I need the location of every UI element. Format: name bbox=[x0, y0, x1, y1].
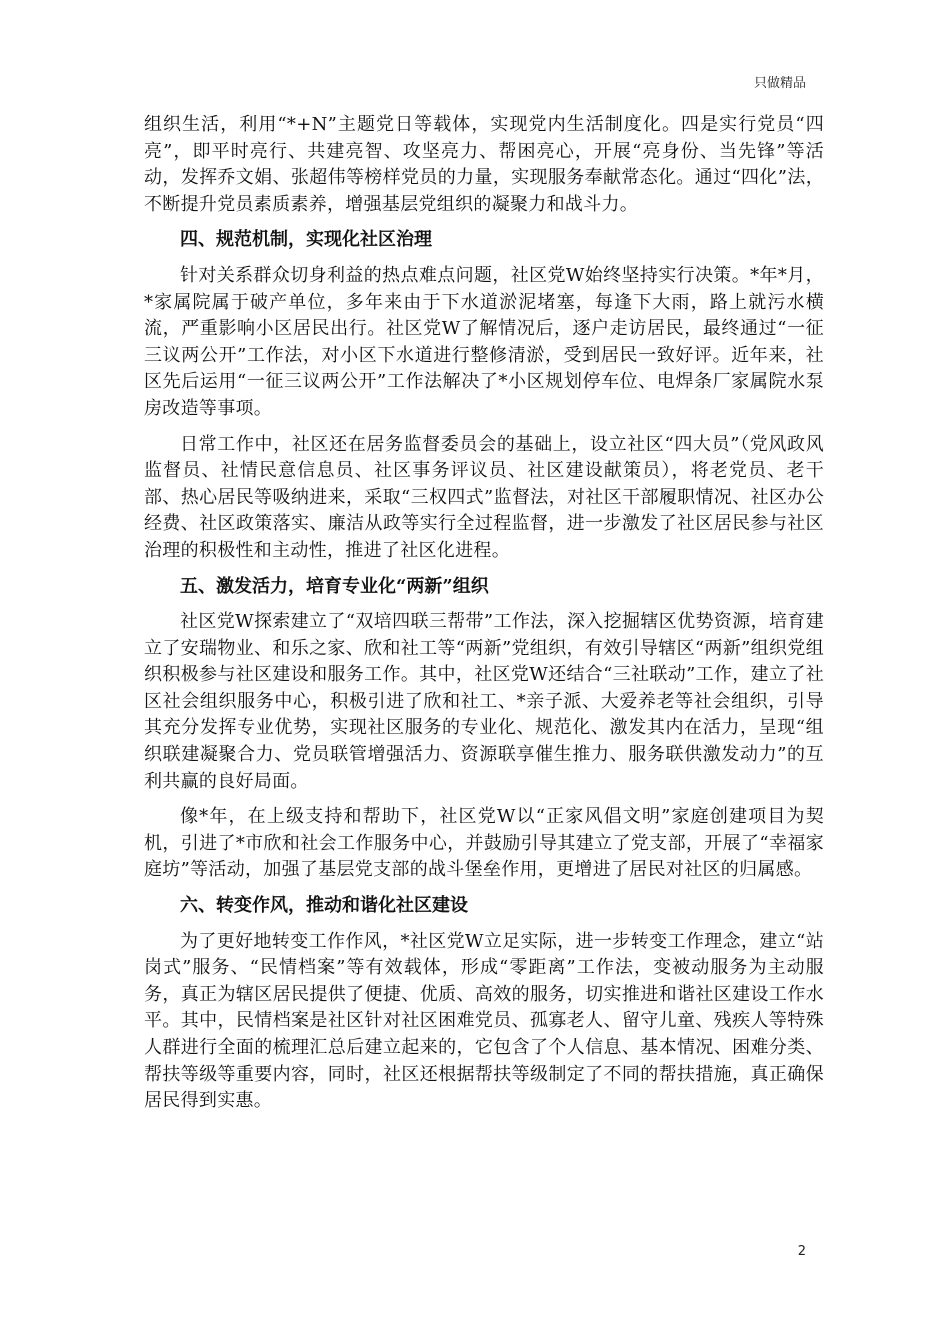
section-heading: 四、规范机制，实现化社区治理 bbox=[180, 229, 432, 251]
section-heading: 五、激发活力，培育专业化“两新”组织 bbox=[180, 575, 489, 597]
section-heading: 六、转变作风，推动和谐化社区建设 bbox=[180, 895, 468, 917]
paragraph: 社区党W探索建立了“双培四联三帮带”工作法，深入挖掘辖区优势资源，培育建立了安瑞物业、和乐之家、欣和社工等“两新”党组织，有效引导辖区“两新”组织党组织积极参与社区建设和服务工作。其中，社区党W还结合“三社联动”工作，建立了社区社会组织服务中心，积极引进了欣和社工、*亲子派、大爱养老等社会组织，引导其充分发挥专业优势，实现社区服务的专业化、规范化、激发其内在活力，呈现“组织联建凝聚合力、党员联管增强活力、资源联享催生推力、服务联供激发动力”的互利共赢的良好局面。 bbox=[144, 611, 824, 792]
paragraph: 针对关系群众切身利益的热点难点问题，社区党W始终坚持实行决策。*年*月，*家属院属于破产单位，多年来由于下水道淤泥堵塞，每逢下大雨，路上就污水横流，严重影响小区居民出行。社区党W了解情况后，逐户走访居民，最终通过“一征三议两公开”工作法，对小区下水道进行整修清淤，受到居民一致好评。近年来，社区先后运用“一征三议两公开”工作法解决了*小区规划停车位、电焊条厂家属院水泵房改造等事项。 bbox=[144, 264, 824, 419]
paragraph: 日常工作中，社区还在居务监督委员会的基础上，设立社区“四大员”（党风政风监督员、社情民意信息员、社区事务评议员、社区建设献策员），将老党员、老干部、热心居民等吸纳进来，采取“三权四式”监督法，对社区干部履职情况、社区办公经费、社区政策落实、廉洁从政等实行全过程监督，进一步激发了社区居民参与社区治理的积极性和主动性，推进了社区化进程。 bbox=[144, 433, 824, 561]
page-number: 2 bbox=[797, 1244, 806, 1259]
paragraph: 组织生活，利用“*+N”主题党日等载体，实现党内生活制度化。四是实行党员“四亮”，即平时亮行、共建亮智、攻坚亮力、帮困亮心，开展“亮身份、当先锋”等活动，发挥乔文娟、张超伟等榜样党员的力量，实现服务奉献常态化。通过“四化”法，不断提升党员素质素养，增强基层党组织的凝聚力和战斗力。 bbox=[144, 114, 824, 215]
page-header: 只做精品 bbox=[753, 76, 806, 91]
document-body bbox=[144, 112, 824, 1124]
paragraph: 为了更好地转变工作作风，*社区党W立足实际，进一步转变工作理念，建立“站岗式”服务、“民情档案”等有效载体，形成“零距离”工作法，变被动服务为主动服务，真正为辖区居民提供了便捷、优质、高效的服务，切实推进和谐社区建设工作水平。其中，民情档案是社区针对社区困难党员、孤寡老人、留守儿童、残疾人等特殊人群进行全面的梳理汇总后建立起来的，它包含了个人信息、基本情况、困难分类、帮扶等级等重要内容，同时，社区还根据帮扶等级制定了不同的帮扶措施，真正确保居民得到实惠。 bbox=[144, 930, 824, 1112]
paragraph: 像*年，在上级支持和帮助下，社区党W以“正家风倡文明”家庭创建项目为契机，引进了*市欣和社会工作服务中心，并鼓励引导其建立了党支部，开展了“幸福家庭坊”等活动，加强了基层党支部的战斗堡垒作用，更增进了居民对社区的归属感。 bbox=[144, 806, 824, 881]
